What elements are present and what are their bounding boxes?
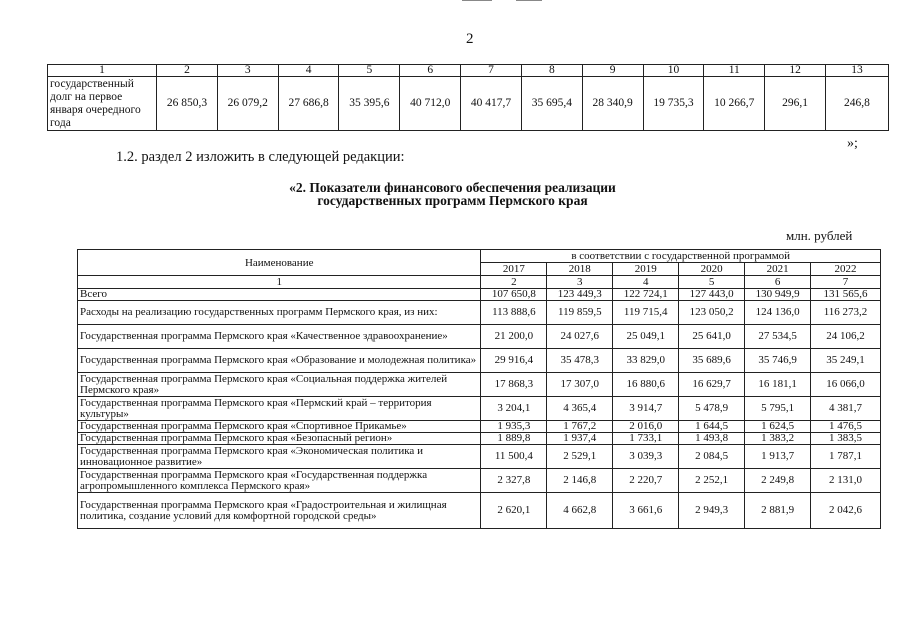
- program-value-2021: 124 136,0: [745, 301, 811, 325]
- program-table-row: [78, 289, 881, 301]
- program-value-2018: 1 767,2: [547, 421, 613, 433]
- program-value-2022: 16 066,0: [811, 373, 881, 397]
- program-value-2020: 1 644,5: [679, 421, 745, 433]
- debt-col-number: 9: [582, 65, 643, 77]
- program-table-row: [78, 493, 881, 529]
- program-value-2020: 127 443,0: [679, 289, 745, 301]
- debt-col-number: 11: [704, 65, 765, 77]
- scan-mark-right: [516, 0, 542, 1]
- program-value-2017: 113 888,6: [481, 301, 547, 325]
- column-number: 3: [547, 276, 613, 289]
- page-number: 2: [466, 31, 474, 47]
- program-value-2020: 2 949,3: [679, 493, 745, 529]
- program-value-2021: 1 383,2: [745, 433, 811, 445]
- debt-col-number: 4: [278, 65, 339, 77]
- year-header: 2022: [811, 263, 881, 276]
- program-value-2021: 16 181,1: [745, 373, 811, 397]
- program-table-row: [78, 349, 881, 373]
- debt-value: 40 417,7: [461, 77, 522, 131]
- program-value-2022: 4 381,7: [811, 397, 881, 421]
- program-value-2018: 35 478,3: [547, 349, 613, 373]
- program-value-2017: 29 916,4: [481, 349, 547, 373]
- debt-value: 10 266,7: [704, 77, 765, 131]
- debt-col-number: 13: [825, 65, 888, 77]
- program-value-2021: 2 881,9: [745, 493, 811, 529]
- program-name: Государственная программа Пермского края «Градостроительная и жилищная политика, создание условий для комфортной городской среды»: [78, 493, 481, 529]
- debt-value: 19 735,3: [643, 77, 704, 131]
- program-value-2019: 1 733,1: [613, 433, 679, 445]
- program-value-2020: 2 084,5: [679, 445, 745, 469]
- column-number: 7: [811, 276, 881, 289]
- program-value-2019: 122 724,1: [613, 289, 679, 301]
- column-number: 6: [745, 276, 811, 289]
- program-table-row: [78, 325, 881, 349]
- debt-col-number: 8: [521, 65, 582, 77]
- debt-col-number: 3: [217, 65, 278, 77]
- debt-value: 35 695,4: [521, 77, 582, 131]
- program-value-2019: 119 715,4: [613, 301, 679, 325]
- name-column-header: Наименование: [78, 250, 481, 276]
- program-value-2022: 35 249,1: [811, 349, 881, 373]
- program-table-row: [78, 469, 881, 493]
- program-value-2020: 1 493,8: [679, 433, 745, 445]
- units-label: млн. рублей: [786, 228, 853, 243]
- program-value-2022: 1 383,5: [811, 433, 881, 445]
- program-value-2021: 35 746,9: [745, 349, 811, 373]
- program-value-2020: 25 641,0: [679, 325, 745, 349]
- debt-col-number: 10: [643, 65, 704, 77]
- year-header: 2018: [547, 263, 613, 276]
- program-value-2020: 35 689,6: [679, 349, 745, 373]
- program-value-2022: 2 042,6: [811, 493, 881, 529]
- program-value-2020: 2 252,1: [679, 469, 745, 493]
- program-value-2019: 33 829,0: [613, 349, 679, 373]
- program-value-2022: 116 273,2: [811, 301, 881, 325]
- debt-value: 26 079,2: [217, 77, 278, 131]
- program-name: Всего: [78, 289, 481, 301]
- section-title: [0, 181, 905, 207]
- program-value-2022: 2 131,0: [811, 469, 881, 493]
- program-name: Государственная программа Пермского края «Образование и молодежная политика»: [78, 349, 481, 373]
- program-value-2017: 2 620,1: [481, 493, 547, 529]
- program-value-2019: 16 880,6: [613, 373, 679, 397]
- program-table-row: [78, 433, 881, 445]
- program-table-body: [78, 289, 881, 529]
- program-name: Государственная программа Пермского края «Спортивное Прикамье»: [78, 421, 481, 433]
- program-name: Расходы на реализацию государственных программ Пермского края, из них:: [78, 301, 481, 325]
- program-value-2021: 2 249,8: [745, 469, 811, 493]
- program-name: Государственная программа Пермского края «Социальная поддержка жителей Пермского края»: [78, 373, 481, 397]
- program-value-2017: 21 200,0: [481, 325, 547, 349]
- program-table-header-row: [78, 250, 881, 263]
- debt-value: 26 850,3: [157, 77, 218, 131]
- program-value-2017: 1 935,3: [481, 421, 547, 433]
- amendment-instruction: 1.2. раздел 2 изложить в следующей редакции:: [116, 149, 405, 165]
- closing-quote: »;: [847, 136, 858, 151]
- program-value-2019: 2 016,0: [613, 421, 679, 433]
- debt-col-number: 12: [765, 65, 826, 77]
- program-value-2017: 11 500,4: [481, 445, 547, 469]
- program-value-2017: 2 327,8: [481, 469, 547, 493]
- debt-row-label: государственный долг на первое января очередного года: [48, 77, 157, 131]
- program-value-2021: 130 949,9: [745, 289, 811, 301]
- program-value-2018: 123 449,3: [547, 289, 613, 301]
- year-header: 2021: [745, 263, 811, 276]
- debt-value: 28 340,9: [582, 77, 643, 131]
- program-table-row: [78, 397, 881, 421]
- program-value-2019: 25 049,1: [613, 325, 679, 349]
- program-table-row: [78, 301, 881, 325]
- debt-value: 40 712,0: [400, 77, 461, 131]
- debt-col-number: 7: [461, 65, 522, 77]
- program-value-2018: 2 146,8: [547, 469, 613, 493]
- program-value-2020: 16 629,7: [679, 373, 745, 397]
- program-value-2021: 1 624,5: [745, 421, 811, 433]
- scan-mark-left: [462, 0, 492, 1]
- debt-col-number: 1: [48, 65, 157, 77]
- program-name: Государственная программа Пермского края «Государственная поддержка агропромышленного комплекса Пермского края»: [78, 469, 481, 493]
- section-title-line: «2. Показатели финансового обеспечения реализации: [289, 180, 616, 195]
- debt-value: 35 395,6: [339, 77, 400, 131]
- debt-value: 27 686,8: [278, 77, 339, 131]
- program-value-2022: 24 106,2: [811, 325, 881, 349]
- program-value-2022: 1 476,5: [811, 421, 881, 433]
- program-value-2021: 1 913,7: [745, 445, 811, 469]
- column-number: 2: [481, 276, 547, 289]
- program-value-2017: 107 650,8: [481, 289, 547, 301]
- program-value-2018: 2 529,1: [547, 445, 613, 469]
- program-name: Государственная программа Пермского края «Экономическая политика и инновационное развитие»: [78, 445, 481, 469]
- program-value-2022: 131 565,6: [811, 289, 881, 301]
- public-debt-table: [47, 64, 889, 131]
- program-name: Государственная программа Пермского края «Пермский край – территория культуры»: [78, 397, 481, 421]
- program-name: Государственная программа Пермского края «Безопасный регион»: [78, 433, 481, 445]
- program-table-row: [78, 421, 881, 433]
- program-value-2018: 119 859,5: [547, 301, 613, 325]
- program-value-2021: 27 534,5: [745, 325, 811, 349]
- program-value-2018: 1 937,4: [547, 433, 613, 445]
- program-value-2017: 1 889,8: [481, 433, 547, 445]
- program-value-2018: 4 365,4: [547, 397, 613, 421]
- debt-col-number: 5: [339, 65, 400, 77]
- year-header: 2020: [679, 263, 745, 276]
- program-value-2022: 1 787,1: [811, 445, 881, 469]
- year-header: 2017: [481, 263, 547, 276]
- program-value-2019: 3 661,6: [613, 493, 679, 529]
- program-value-2017: 17 868,3: [481, 373, 547, 397]
- debt-table-header-row: [48, 65, 889, 77]
- section-title-line: государственных программ Пермского края: [317, 193, 588, 208]
- program-table-numbers-row: [78, 276, 881, 289]
- debt-table-row: [48, 77, 889, 131]
- group-column-header: в соответствии с государственной программой: [481, 250, 881, 263]
- program-value-2019: 3 914,7: [613, 397, 679, 421]
- program-value-2021: 5 795,1: [745, 397, 811, 421]
- program-value-2019: 2 220,7: [613, 469, 679, 493]
- debt-col-number: 2: [157, 65, 218, 77]
- column-number: 4: [613, 276, 679, 289]
- program-table-row: [78, 445, 881, 469]
- program-value-2020: 5 478,9: [679, 397, 745, 421]
- debt-value: 296,1: [765, 77, 826, 131]
- column-number: 5: [679, 276, 745, 289]
- program-value-2019: 3 039,3: [613, 445, 679, 469]
- program-value-2018: 4 662,8: [547, 493, 613, 529]
- debt-value: 246,8: [825, 77, 888, 131]
- year-header: 2019: [613, 263, 679, 276]
- program-value-2018: 24 027,6: [547, 325, 613, 349]
- program-table-row: [78, 373, 881, 397]
- column-number: 1: [78, 276, 481, 289]
- program-funding-table: [77, 249, 881, 529]
- debt-col-number: 6: [400, 65, 461, 77]
- program-value-2018: 17 307,0: [547, 373, 613, 397]
- program-name: Государственная программа Пермского края «Качественное здравоохранение»: [78, 325, 481, 349]
- program-value-2020: 123 050,2: [679, 301, 745, 325]
- program-value-2017: 3 204,1: [481, 397, 547, 421]
